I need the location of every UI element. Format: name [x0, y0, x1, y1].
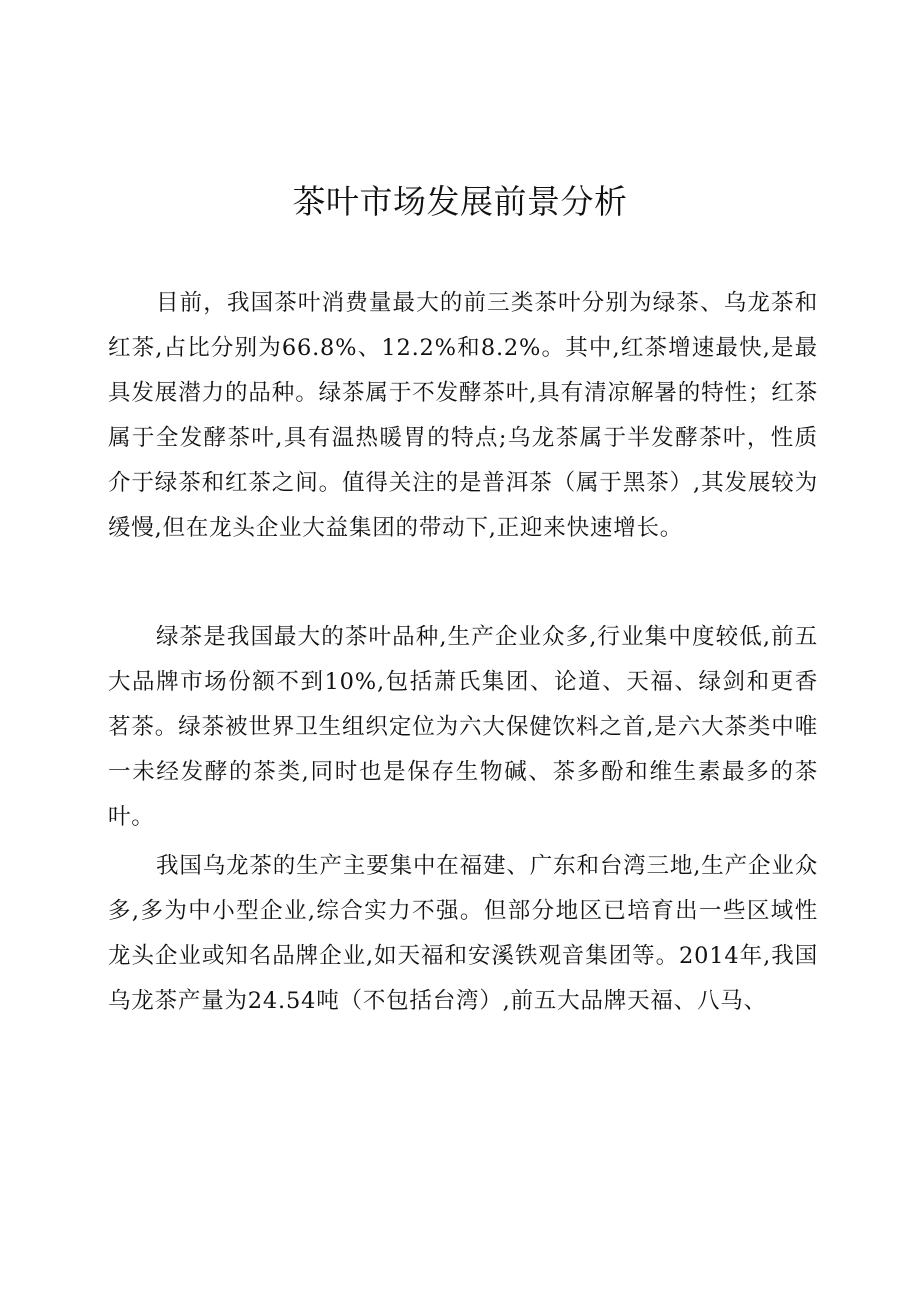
paragraph-oolong-tea: 我国乌龙茶的生产主要集中在福建、广东和台湾三地,生产企业众多,多为中小型企业,综合实力不强。但部分地区已培育出一些区域性龙头企业或知名品牌企业,如天福和安溪铁观音集团等。2014年,我国乌龙茶产量为24.54吨（不包括台湾）,前五大品牌天福、八马、	[108, 853, 818, 1014]
paragraph-green-tea: 绿茶是我国最大的茶叶品种,生产企业众多,行业集中度较低,前五大品牌市场份额不到10%,包括萧氏集团、论道、天福、绿剑和更香茗茶。绿茶被世界卫生组织定位为六大保健饮料之首,是六大茶类中唯一未经发酵的茶类,同时也是保存生物碱、茶多酚和维生素最多的茶叶。	[108, 624, 818, 830]
page-title: 茶叶市场发展前景分析	[292, 182, 628, 221]
paragraph-tea-consumption: 目前，我国茶叶消费量最大的前三类茶叶分别为绿茶、乌龙茶和红茶,占比分别为66.8%、12.2%和8.2%。其中,红茶增速最快,是最具发展潜力的品种。绿茶属于不发酵茶叶,具有清凉解暑的特性；红茶属于全发酵茶叶,具有温热暖胃的特点;乌龙茶属于半发酵茶叶，性质介于绿茶和红茶之间。值得关注的是普洱茶（属于黑茶）,其发展较为缓慢,但在龙头企业大益集团的带动下,正迎来快速增长。	[108, 290, 818, 541]
